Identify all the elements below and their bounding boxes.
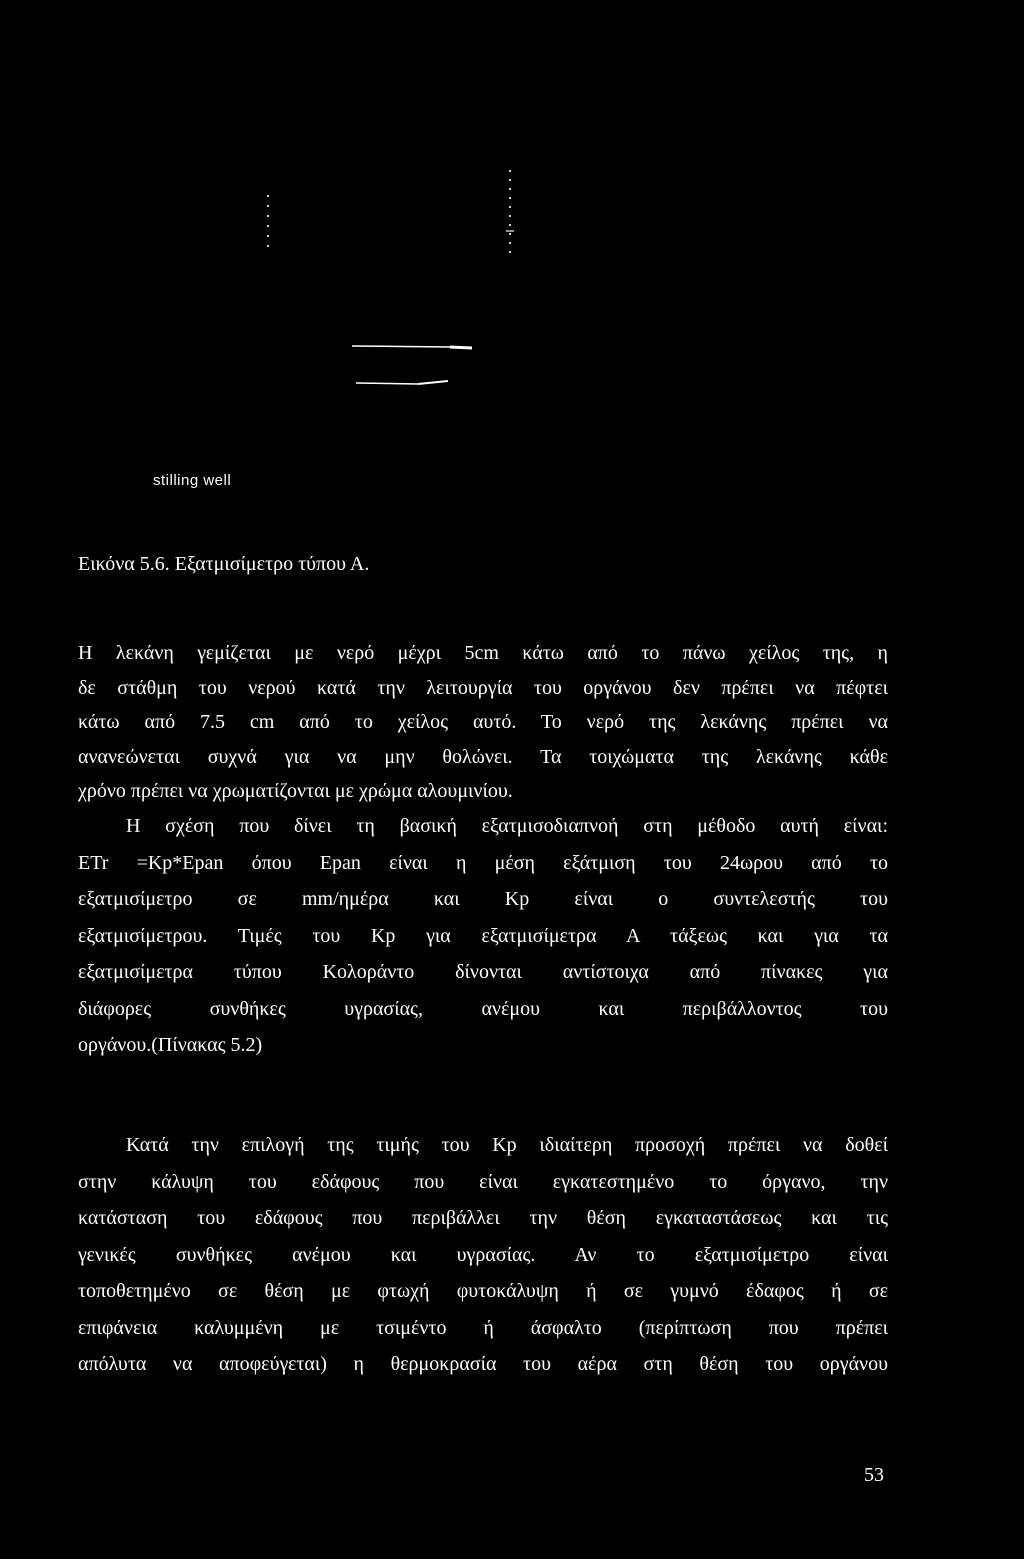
- paragraph-1: [78, 636, 888, 809]
- figure-evaporation-pan: [0, 0, 1024, 520]
- page-number: 53: [864, 1464, 884, 1486]
- paragraph-line: εξατμισίμετρου. Τιμές του Kp για εξατμισίμετρα Α τάξεως και για τα: [78, 924, 888, 947]
- figure-drawing: [0, 0, 1024, 520]
- paragraph-line: χρόνο πρέπει να χρωματίζονται με χρώμα αλουμινίου.: [78, 780, 513, 802]
- figure-label-stilling-well: stilling well: [153, 472, 232, 489]
- paragraph-line: οργάνου.(Πίνακας 5.2): [78, 1034, 263, 1056]
- paragraph-line: κάτω από 7.5 cm από το χείλος αυτό. Το νερό της λεκάνης πρέπει να: [78, 711, 888, 733]
- paragraph-line: εξατμισίμετρα τύπου Κολοράντο δίνονται αντίστοιχα από πίνακες για: [78, 961, 888, 983]
- figure-water-line-lower-curve: [418, 381, 448, 384]
- figure-water-line-upper: [352, 346, 450, 347]
- paragraph-line: ανανεώνεται συχνά για να μην θολώνει. Τα τοιχώματα της λεκάνης κάθε: [78, 745, 888, 768]
- paragraph-line: εξατμισίμετρο σε mm/ημέρα και Kp είναι ο συντελεστής του: [78, 888, 888, 910]
- paragraph-line: επιφάνεια καλυμμένη με τσιμέντο ή άσφαλτο (περίπτωση που πρέπει: [78, 1316, 888, 1339]
- paragraph-line: Η σχέση που δίνει τη βασική εξατμισοδιαπνοή στη μέθοδο αυτή είναι:: [126, 815, 888, 837]
- paragraph-line: απόλυτα να αποφεύγεται) η θερμοκρασία του αέρα στη θέση του οργάνου: [78, 1353, 888, 1375]
- paragraph-line: τοποθετημένο σε θέση με φτωχή φυτοκάλυψη ή σε γυμνό έδαφος ή σε: [78, 1280, 888, 1302]
- paragraph-line: Η λεκάνη γεμίζεται με νερό μέχρι 5cm κάτω από το πάνω χείλος της, η: [78, 642, 888, 664]
- paragraph-line: δε στάθμη του νερού κατά την λειτουργία του οργάνου δεν πρέπει να πέφτει: [78, 676, 888, 699]
- paragraph-2: [78, 808, 888, 1064]
- figure-water-line-lower: [356, 383, 418, 384]
- paragraph-3: [78, 1127, 888, 1383]
- figure-caption: Εικόνα 5.6. Εξατμισίμετρο τύπου Α.: [78, 553, 370, 575]
- paragraph-line: γενικές συνθήκες ανέμου και υγρασίας. Αν το εξατμισίμετρο είναι: [78, 1243, 888, 1266]
- paragraph-line: Κατά την επιλογή της τιμής του Kp ιδιαίτερη προσοχή πρέπει να δοθεί: [126, 1134, 888, 1156]
- paragraph-line: κατάσταση του εδάφους που περιβάλλει την θέση εγκαταστάσεως και τις: [78, 1207, 888, 1229]
- paragraph-line: ETr =Kp*Epan όπου Epan είναι η μέση εξάτμιση του 24ωρου από το: [78, 851, 888, 874]
- paragraph-line: διάφορες συνθήκες υγρασίας, ανέμου και περιβάλλοντος του: [78, 997, 888, 1020]
- figure-water-line-upper-thick: [450, 347, 472, 348]
- paragraph-line: στην κάλυψη του εδάφους που είναι εγκατεστημένο το όργανο, την: [78, 1170, 888, 1193]
